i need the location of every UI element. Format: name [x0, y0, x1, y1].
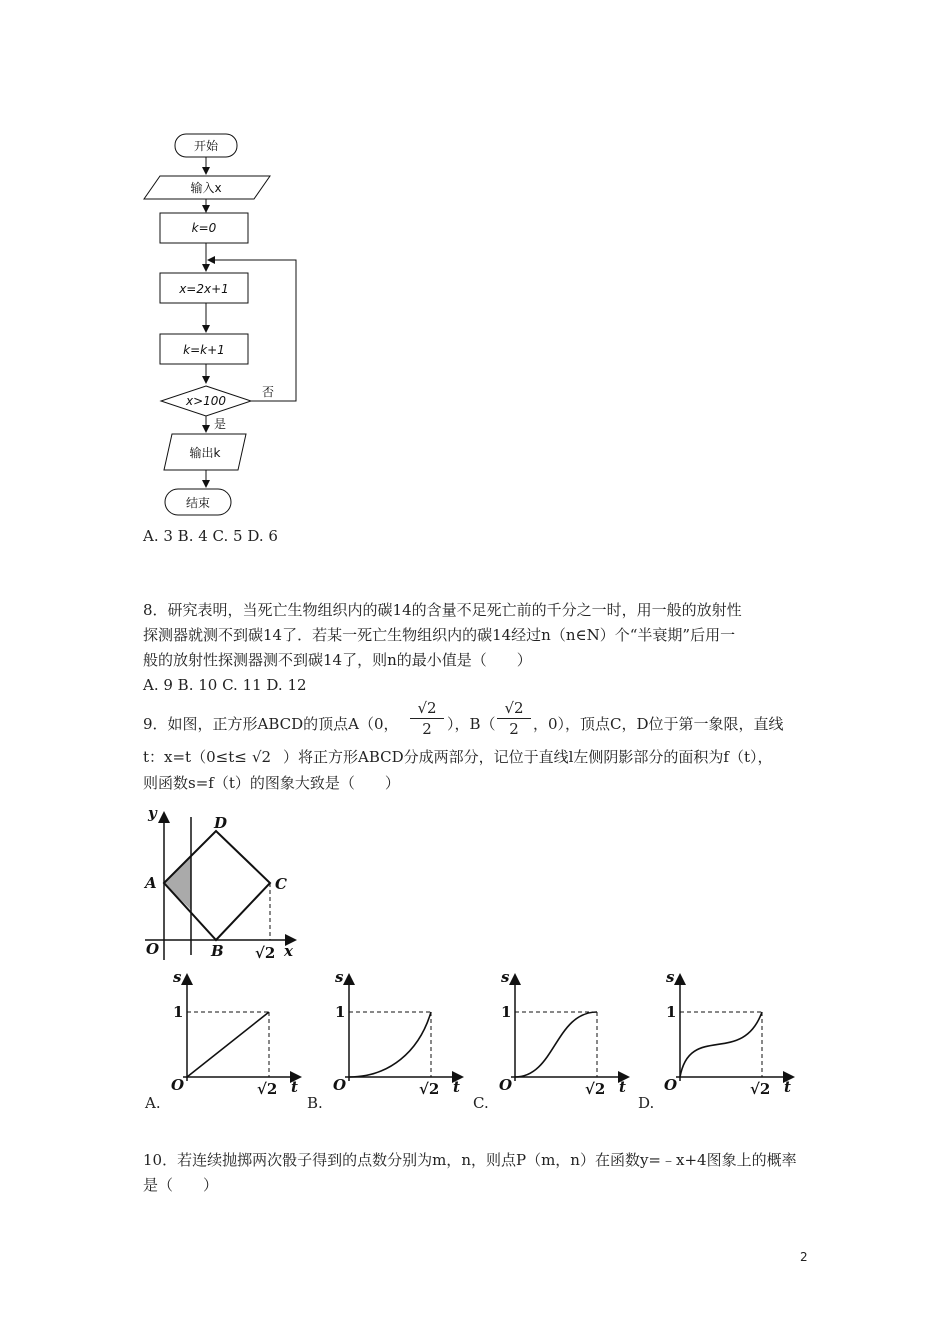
graph-label-root2: √2 [750, 1080, 771, 1098]
flow-update-x-label: x=2x+1 [179, 282, 229, 296]
q8-line3: 般的放射性探测器测不到碳14了，则n的最小值是（ ） [143, 651, 532, 669]
graph-label-t: t [291, 1078, 298, 1096]
option-label-b: B. [307, 1094, 323, 1112]
graph-label-one: 1 [335, 1003, 346, 1021]
option-curve [187, 1012, 269, 1077]
q8-options: A. 9 B. 10 C. 11 D. 12 [143, 676, 307, 694]
graph-label-o: O [333, 1076, 347, 1094]
q9-square-figure [140, 800, 310, 970]
fig-label-root2: √2 [255, 944, 276, 962]
graph-label-one: 1 [501, 1003, 512, 1021]
graph-label-root2: √2 [585, 1080, 606, 1098]
q9-line2-b: ）将正方形ABCD分成两部分，记位于直线l左侧阴影部分的面积为f（t）， [283, 748, 773, 766]
q9-line1-b: ），B（ [447, 715, 496, 733]
q9-line3: 则函数s=f（t）的图象大致是（ ） [143, 774, 400, 792]
graph-label-one: 1 [173, 1003, 184, 1021]
flow-no-label: 否 [262, 385, 275, 399]
flow-start-label: 开始 [193, 139, 219, 153]
fig-label-a: A [145, 874, 157, 892]
graph-label-one: 1 [666, 1003, 677, 1021]
fig-label-d: D [214, 814, 228, 832]
option-label-a: A. [145, 1094, 161, 1112]
graph-label-root2: √2 [419, 1080, 440, 1098]
fig-label-o: O [146, 940, 160, 958]
q10-line2: 是（ ） [143, 1176, 219, 1194]
option-graph-d [650, 968, 800, 1098]
q8-line1: 8．研究表明，当死亡生物组织内的碳14的含量不足死亡前的千分之一时，用一般的放射性 [143, 601, 742, 619]
q9-line1-a: 9．如图，正方形ABCD的顶点A（0， [143, 715, 399, 733]
graph-label-s: s [173, 968, 182, 986]
option-graph-b [319, 968, 469, 1098]
option-curve [515, 1012, 597, 1077]
graph-label-s: s [335, 968, 344, 986]
option-label-c: C. [473, 1094, 489, 1112]
option-label-d: D. [638, 1094, 655, 1112]
flow-end-label: 结束 [185, 496, 211, 510]
flow-update-k-label: k=k+1 [183, 343, 225, 357]
flow-input-label: 输入x [190, 181, 222, 195]
q9-fraction-1: √2 2 [410, 698, 444, 739]
page-number: 2 [800, 1250, 808, 1264]
graph-label-t: t [619, 1078, 626, 1096]
fig-label-y: y [148, 804, 157, 822]
q9-line2-a: t：x=t（0≤t≤ [143, 748, 247, 766]
graph-label-o: O [171, 1076, 185, 1094]
q9-fraction-2: √2 2 [497, 698, 531, 739]
q8-line2: 探测器就测不到碳14了．若某一死亡生物组织内的碳14经过n（n∈N）个“半衰期”后用一 [143, 626, 736, 644]
graph-label-root2: √2 [257, 1080, 278, 1098]
q9-line1-c: ，0），顶点C，D位于第一象限，直线 [533, 715, 784, 733]
option-curve [349, 1012, 431, 1077]
q10-line1: 10．若连续抛掷两次骰子得到的点数分别为m，n，则点P（m，n）在函数y=﹣x+4图象上的概率 [143, 1151, 797, 1169]
graph-label-o: O [499, 1076, 513, 1094]
graph-label-t: t [784, 1078, 791, 1096]
option-graph-a [157, 968, 307, 1098]
flowchart [140, 125, 320, 525]
q9-line2-sqrt: √2 [252, 748, 272, 766]
fig-label-x: x [284, 942, 293, 960]
flow-yes-label: 是 [214, 417, 227, 431]
flow-init-label: k=0 [191, 221, 217, 235]
graph-label-o: O [664, 1076, 678, 1094]
fig-label-c: C [275, 875, 287, 893]
q7-options: A. 3 B. 4 C. 5 D. 6 [143, 527, 278, 545]
shaded-region [164, 857, 191, 910]
graph-label-t: t [453, 1078, 460, 1096]
flow-output-label: 输出k [189, 446, 221, 460]
fig-label-b: B [211, 942, 224, 960]
flow-decision-label: x>100 [185, 394, 227, 408]
graph-label-s: s [501, 968, 510, 986]
option-curve [680, 1012, 762, 1077]
graph-label-s: s [666, 968, 675, 986]
option-graph-c [485, 968, 635, 1098]
